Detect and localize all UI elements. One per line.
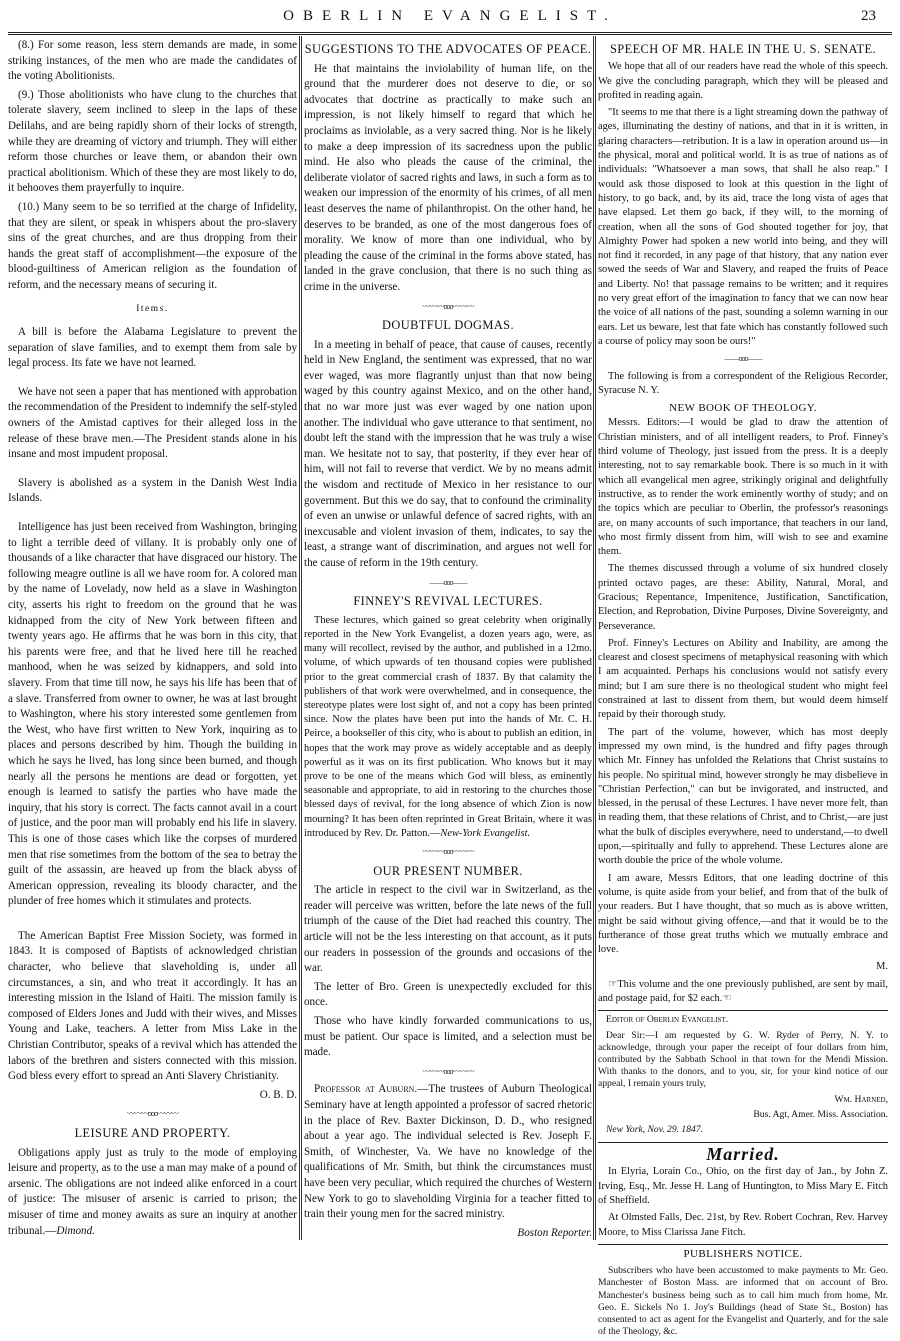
letter-text: Dear Sir:—I am requested by G. W. Ryder of Perry, N. Y. to acknowledge, through your paper the receipt of four dollars from him, contributed by the Sabbath School in that town for the Mendi Mission. With thanks to the donors, and to you, sir, for your kind notice of our appeal, I remain yours truly, [598, 1029, 888, 1090]
publishers-heading: PUBLISHERS NOTICE. [598, 1244, 888, 1261]
column-divider [299, 36, 302, 1240]
theology-heading: NEW BOOK OF THEOLOGY. [669, 402, 817, 415]
newspaper-title: OBERLIN EVANGELIST. [283, 8, 617, 24]
item-paragraph: We have not seen a paper that has mentioned with approbation the recommendation of the President to indemnify the self-styled owners of the Amistad captives for their alleged loss in the release of these brave men.—The President stands alone in his insane and most impudent proposal. [8, 385, 297, 461]
masthead-rule [8, 32, 892, 35]
section-ornament: 〰〰〰ooo〰〰〰 [422, 301, 474, 311]
leisure-text: Obligations apply just as truly to the mode of employing leisure and property, as to the use a man may make of a pound of arsenic. The obligations are not indeed alike enforced in a court of justice: The misuser of arsenic is carried to prison; the misuser of time and money awaits as sure an inquiry at another tribunal.— [8, 1146, 297, 1237]
present-number-paragraph: The article in respect to the civil war in Switzerland, as the reader will perceive was written, before the late news of the full triumph of the cause of the Diet had reached this country. The article will not be the less interesting on that account, as it puts our readers in possession of the grounds and occasions of the war. [304, 884, 592, 975]
numbered-paragraph: (9.) Those abolitionists who have clung to the churches that tolerate slavery, seem inclined to sleep in the laps of these Delilahs, and are being rapidly shorn of their locks of strength, while they are dreaming of victory and triumph. They will either reform those churches or leave them, or abandon their own practical abolitionism. Which of these they are most likely to do, it behooves them prayerfully to inquire. [8, 88, 297, 195]
dogmas-heading: DOUBTFUL DOGMAS. [382, 318, 514, 333]
column-divider [593, 36, 596, 1240]
married-heading: Married. [706, 1144, 780, 1165]
hale-intro: We hope that all of our readers have read the whole of this speech. We give the concluding paragraph, which they will be pleased and profited in reading again. [598, 61, 888, 101]
professor-paragraph [304, 1082, 592, 1222]
section-ornament: 〰〰〰ooo〰〰〰 [422, 1066, 474, 1076]
married-paragraph: In Elyria, Lorain Co., Ohio, on the first day of Jan., by John Z. Irving, Esq., Mr. Jesse H. Lang of Huntington, to Miss Mary E. Fitch of Sheffield. [598, 1166, 888, 1207]
theology-paragraph: Prof. Finney's Lectures on Ability and Inability, are among the clearest and closest specimens of metaphysical reasoning with which I am acquainted. Perhaps his conclusions would not satisfy every mind; but I am sure there is no theological student who might feel constrained at last to dissent from them, but would deem himself repaid by their thorough study. [598, 637, 888, 721]
numbered-paragraph: (10.) Many seem to be so terrified at the charge of Infidelity, that they are silent, or speak in whispers about the pro-slavery sins of the great churches, and are thus dropping from their hands the great staff of accomplishment—the exposure of the blood-guiltiness of American religion as the foundation of reform, and the necessary means of securing it. [8, 200, 297, 291]
professor-source: Boston Reporter. [517, 1226, 592, 1239]
finney-heading: FINNEY'S REVIVAL LECTURES. [353, 594, 543, 609]
items-heading: Items. [136, 303, 169, 314]
professor-lead: Professor at Auburn. [314, 1083, 418, 1096]
hale-heading: SPEECH OF MR. HALE IN THE U. S. SENATE. [610, 42, 876, 56]
married-paragraph: At Olmsted Falls, Dec. 21st, by Rev. Robert Cochran, Rev. Harvey Moore, to Miss Clarissa Jane Fitch. [598, 1212, 888, 1238]
item-paragraph: The American Baptist Free Mission Society, was formed in 1843. It is composed of Baptists of acknowledged christian character, who believe that slaveholding is, under all circumstances, a sin, and who treat it accordingly. It has an interesting mission in the Island of Haiti. The mission family is composed of Elders Jones and Judd with their wives, and Misses Young and Lake, teachers. A letter from Miss Lake in the Christian Contributor, speaks of a revival which has attended the labors of the brethren and sisters connected with this mission. God bless every effort to spread an Anti Slavery Christianity. [8, 929, 297, 1083]
section-ornament: ——ooo—— [724, 354, 762, 364]
leisure-heading: LEISURE AND PROPERTY. [74, 1126, 231, 1140]
letter-role: Bus. Agt, Amer. Miss. Association. [753, 1108, 888, 1120]
volume-note: ☞This volume and the one previously published, are sent by mail, and postage paid, for $2 each.☜ [598, 978, 888, 1004]
suggestions-paragraph: He that maintains the inviolability of human life, on the ground that the murderer does not deserve to die, or so advocates that doctrine as practically to make such an impression, is not likely himself to regard that which he proclaims as inviolable, as a very sacred thing. Nor is he likely to make a deep impression of its sacredness upon the public mind. He also who pleads the cause of the criminal, the deliberate violator of sacred rights and laws, in such a form as to weaken our impression of the enormity of his crimes, of all men least deserves the name of philanthropist. On the other hand, he deserves to be branded, as one of the most dangerous foes of morality. We know of more than one individual, who by pleading the cause of the criminal in the forms above stated, has landed in the grave conclusion, that there is no such thing as crime in the universe. [304, 62, 592, 293]
numbered-paragraph: (8.) For some reason, less stern demands are made, in some striking instances, of the men who are made the candidates of the voting Abolitionists. [8, 39, 297, 83]
letter-title: Editor of Oberlin Evangelist. [606, 1014, 729, 1026]
page-number: 23 [861, 8, 876, 24]
theology-signature: M. [876, 961, 888, 973]
suggestions-heading: SUGGESTIONS TO THE ADVOCATES OF PEACE. [304, 42, 592, 56]
letter-date: New York, Nov. 29. 1847. [606, 1123, 704, 1135]
present-number-heading: OUR PRESENT NUMBER. [373, 863, 523, 878]
masthead [0, 8, 900, 30]
section-ornament: 〰〰〰ooo〰〰〰 [127, 1109, 178, 1119]
section-ornament: 〰〰〰ooo〰〰〰 [422, 847, 474, 857]
finney-text: These lectures, which gained so great celebrity when originally reported in the New York Evangelist, a dozen years ago, were, as many will recollect, revised by the author, and published in a 12mo. volume, of which upwards of ten thousand copies were published prior to the great commercial crash of 1837. By that calamity the publishers of that work were overwhelmed, and in consequence, the stereotype plates were lost sight of, and not a copy has been printed since. Now the plates have been put into the hands of Mr. C. H. Peirce, a bookseller of this city, who is about to publish an edition, in hopes that the work may prove as widely acceptable and as deeply powerful as it was on its first publication. Who knows but it may prove to be one of the means which God will bless, as eminently seasonable and appropriate, to aid in restoring to the churches those blessed days of revival, for the long absence of which Zion is now mourning? It has been often reprinted in Great Britain, where it was introduced by Rev. Dr. Patton.— [304, 614, 592, 839]
publishers-paragraph: Subscribers who have been accustomed to make payments to Mr. Geo. Manchester of Boston Mass. are informed that on account of Bro. Manchester's business being such as to call him much from home, Mr. Geo. E. Sickels No 1. Joy's Buildings (head of State St., Boston) has consented to act as agent for the Evangelist and Quarterly, and for the sale of the Theology, &c. [598, 1265, 888, 1338]
dogmas-paragraph: In a meeting in behalf of peace, that cause of causes, recently held in New England, the sentiment was expressed, that no war ever waged, was more flagrantly unjust than that now being waged by this country against Mexico, and on the other hand, that no war more just was ever waged by one nation upon another. The individual who gave utterance to that sentiment, no doubt left the stand with the impression that he was truly a wise man. We hesitate not to say, that posterity, if they ever hear of him, will not fail to reverse that verdict. We by no means admit the wisdom and rectitude of Mexico in her resistance to our government. But this we do say, that to confound the criminality of even an unwise or unlawful defence of sacred rights, with an inexcusable and violent invasion of them, indicates, to say the least, a strange want of discrimination, and argues not well for the cause of reform in the 19th century. [304, 338, 592, 569]
item-paragraph: A bill is before the Alabama Legislature to prevent the separation of slave families, and to exempt them from sale by legal process. Its fate we have not learned. [8, 326, 297, 370]
theology-paragraph: Messrs. Editors:—I would be glad to draw the attention of Christian ministers, and of all intelligent readers, to Prof. Finney's third volume of Theology, just issued from the press. It is a deeply interesting, not to say remarkable book. There is so much in it with which all evangelical men agree, strikingly original and delightfully instructive, as to render the work eminently worthy of study; and on the topics which are peculiar to Oberlin, the professor's reasonings are, on many accounts of such importance, that teachers in our land, who most firmly dissent from him, will wish to see and examine them. [598, 417, 888, 558]
leisure-source: Dimond. [56, 1224, 95, 1237]
section-ornament: ——ooo—— [429, 577, 467, 587]
item-paragraph: Intelligence has just been received from Washington, bringing to light a terrible deed of villany. It is probably only one of thousands of a like character that have disgraced our history. The following meagre outline is all we have room for. A colored man by the name of Lovelady, now held as a slave in Washington city, asserts his right to freedom on the ground that he was kidnapped from the city of New York between fifteen and twenty years ago. He affirms that he was born in this city, that his parents were free, and that he lived here till he reached manhood, when he was seized by kidnappers, and sold into slavery. From that time till now, he says his life has been that of a slave. Transferred from owner to owner, he was at last brought to Washington, where his story interested some gentlemen from the West, who have first written to New York, inquiring as to places and persons described by him. Though the building in which he says he lived, has long since been burned, and though nearly all the persons he mentions are dead or forgotten, yet enough is learned to satisfy the parties who have made the inquiry, that his story is correct. The facts cannot avail in a court of justice, and the poor man will probably end his life in slavery. This is one of those cases which like the corpses of murdered men that rise sometimes from the bottom of the sea to betray the guilt of the assassin, are heaved up from the black abyss of American oppression, revealing its bloody character, and the plunder of free homes which it stimulates and protects. [8, 521, 297, 908]
leisure-paragraph [8, 1146, 297, 1240]
theology-paragraph: The part of the volume, however, which has most deeply impressed my own mind, is the hundred and fifty pages through which Mr. Finney has unfolded the Relations that Christ sustains to his people. No spiritual mind, however strongly he may disbelieve in "Christian Perfection," can but be invigorated, and instructed, and blessed, in the perusal of these Lectures. I have never more felt, than in reading them, that these relations of Christ, and to Christ,—are just what the bulk of disciples everywhere, need to understand,—to dwell upon,—spiritually and fully to apprehend. These Lectures alone are worth double the price of the whole volume. [598, 726, 888, 867]
theology-intro: The following is from a correspondent of the Religious Recorder, Syracuse N. Y. [598, 370, 888, 396]
letter-name: Wm. Harned, [834, 1093, 888, 1105]
hale-quote: "It seems to me that there is a light streaming down the pathway of ages, illuminating the destiny of nations, and that in it is written, in glaring characters—retribution. It is a law in operation around us—in the physical, moral and political world. It is as true of nations as of individuals: "Whatsoever a man sows, that shall he also reap." I would ask those disposed to look at this question in the light of history, to go back, and, by its aid, trace the long vista of ages that have elapsed. Let them go back, if they will, to the morning of creation, when all the sons of God shouted together for joy, that Almighty Power had spoken a new world into being, and they will not find it recorded, in any page of that history, that any nation ever sowed the seeds of War and Slavery, and reaped the fruits of Peace and Liberty. No! that passage remains to be written; and it requires no very great effort of the imagination to fancy that we can now hear the voice of all nations of the past, sounding a solemn warning in our ears. Let us beware, lest that fate which has constantly followed such a course of policy may soon be ours!" [598, 107, 888, 347]
item-paragraph: Slavery is abolished as a system in the Danish West India Islands. [8, 476, 297, 505]
column-2 [304, 38, 592, 1244]
letter-box [598, 1010, 888, 1143]
finney-source: New-York Evangelist. [440, 827, 531, 839]
column-3 [598, 38, 888, 1341]
theology-paragraph: I am aware, Messrs Editors, that one leading doctrine of this volume, is quite aside from your belief, and from that of the bulk of your readers. But I have thought, that so much as is above written, might be said without giving offence,—and that it would be to the furtherance of those great truths which we mutually embrace and love. [598, 872, 888, 956]
column-1 [8, 38, 297, 1242]
present-number-paragraph: Those who have kindly forwarded communications to us, must be patient. Our space is limited, and a selection must be made. [304, 1014, 592, 1059]
theology-paragraph: The themes discussed through a volume of six hundred closely printed octavo pages, are these: Ability, Natural, Moral, and Gracious; Repentance, Impenitence, Justification, Sanctification, Election, and Reprobation, Divine Purposes, Divine Sovereignty, and Perseverance. [598, 563, 888, 632]
finney-paragraph [304, 614, 592, 841]
items-signature: O. B. D. [259, 1088, 297, 1101]
present-number-paragraph: The letter of Bro. Green is unexpectedly excluded for this once. [304, 980, 592, 1009]
professor-text: —The trustees of Auburn Theological Seminary have at length appointed a professor of sacred rhetoric in the place of Rev. Baxter Dickinson, D. D., who resigned about a year ago. The individual selected is Rev. Joseph F. Smith, of Winchester, Va. We have no knowledge of the qualifications of Mr. Smith, but think the circumstances must have been very peculiar, which required the churches of Western New York to go to slaveholding Virginia for a teacher fitted to train their young men for the sacred ministry. [304, 1083, 592, 1221]
